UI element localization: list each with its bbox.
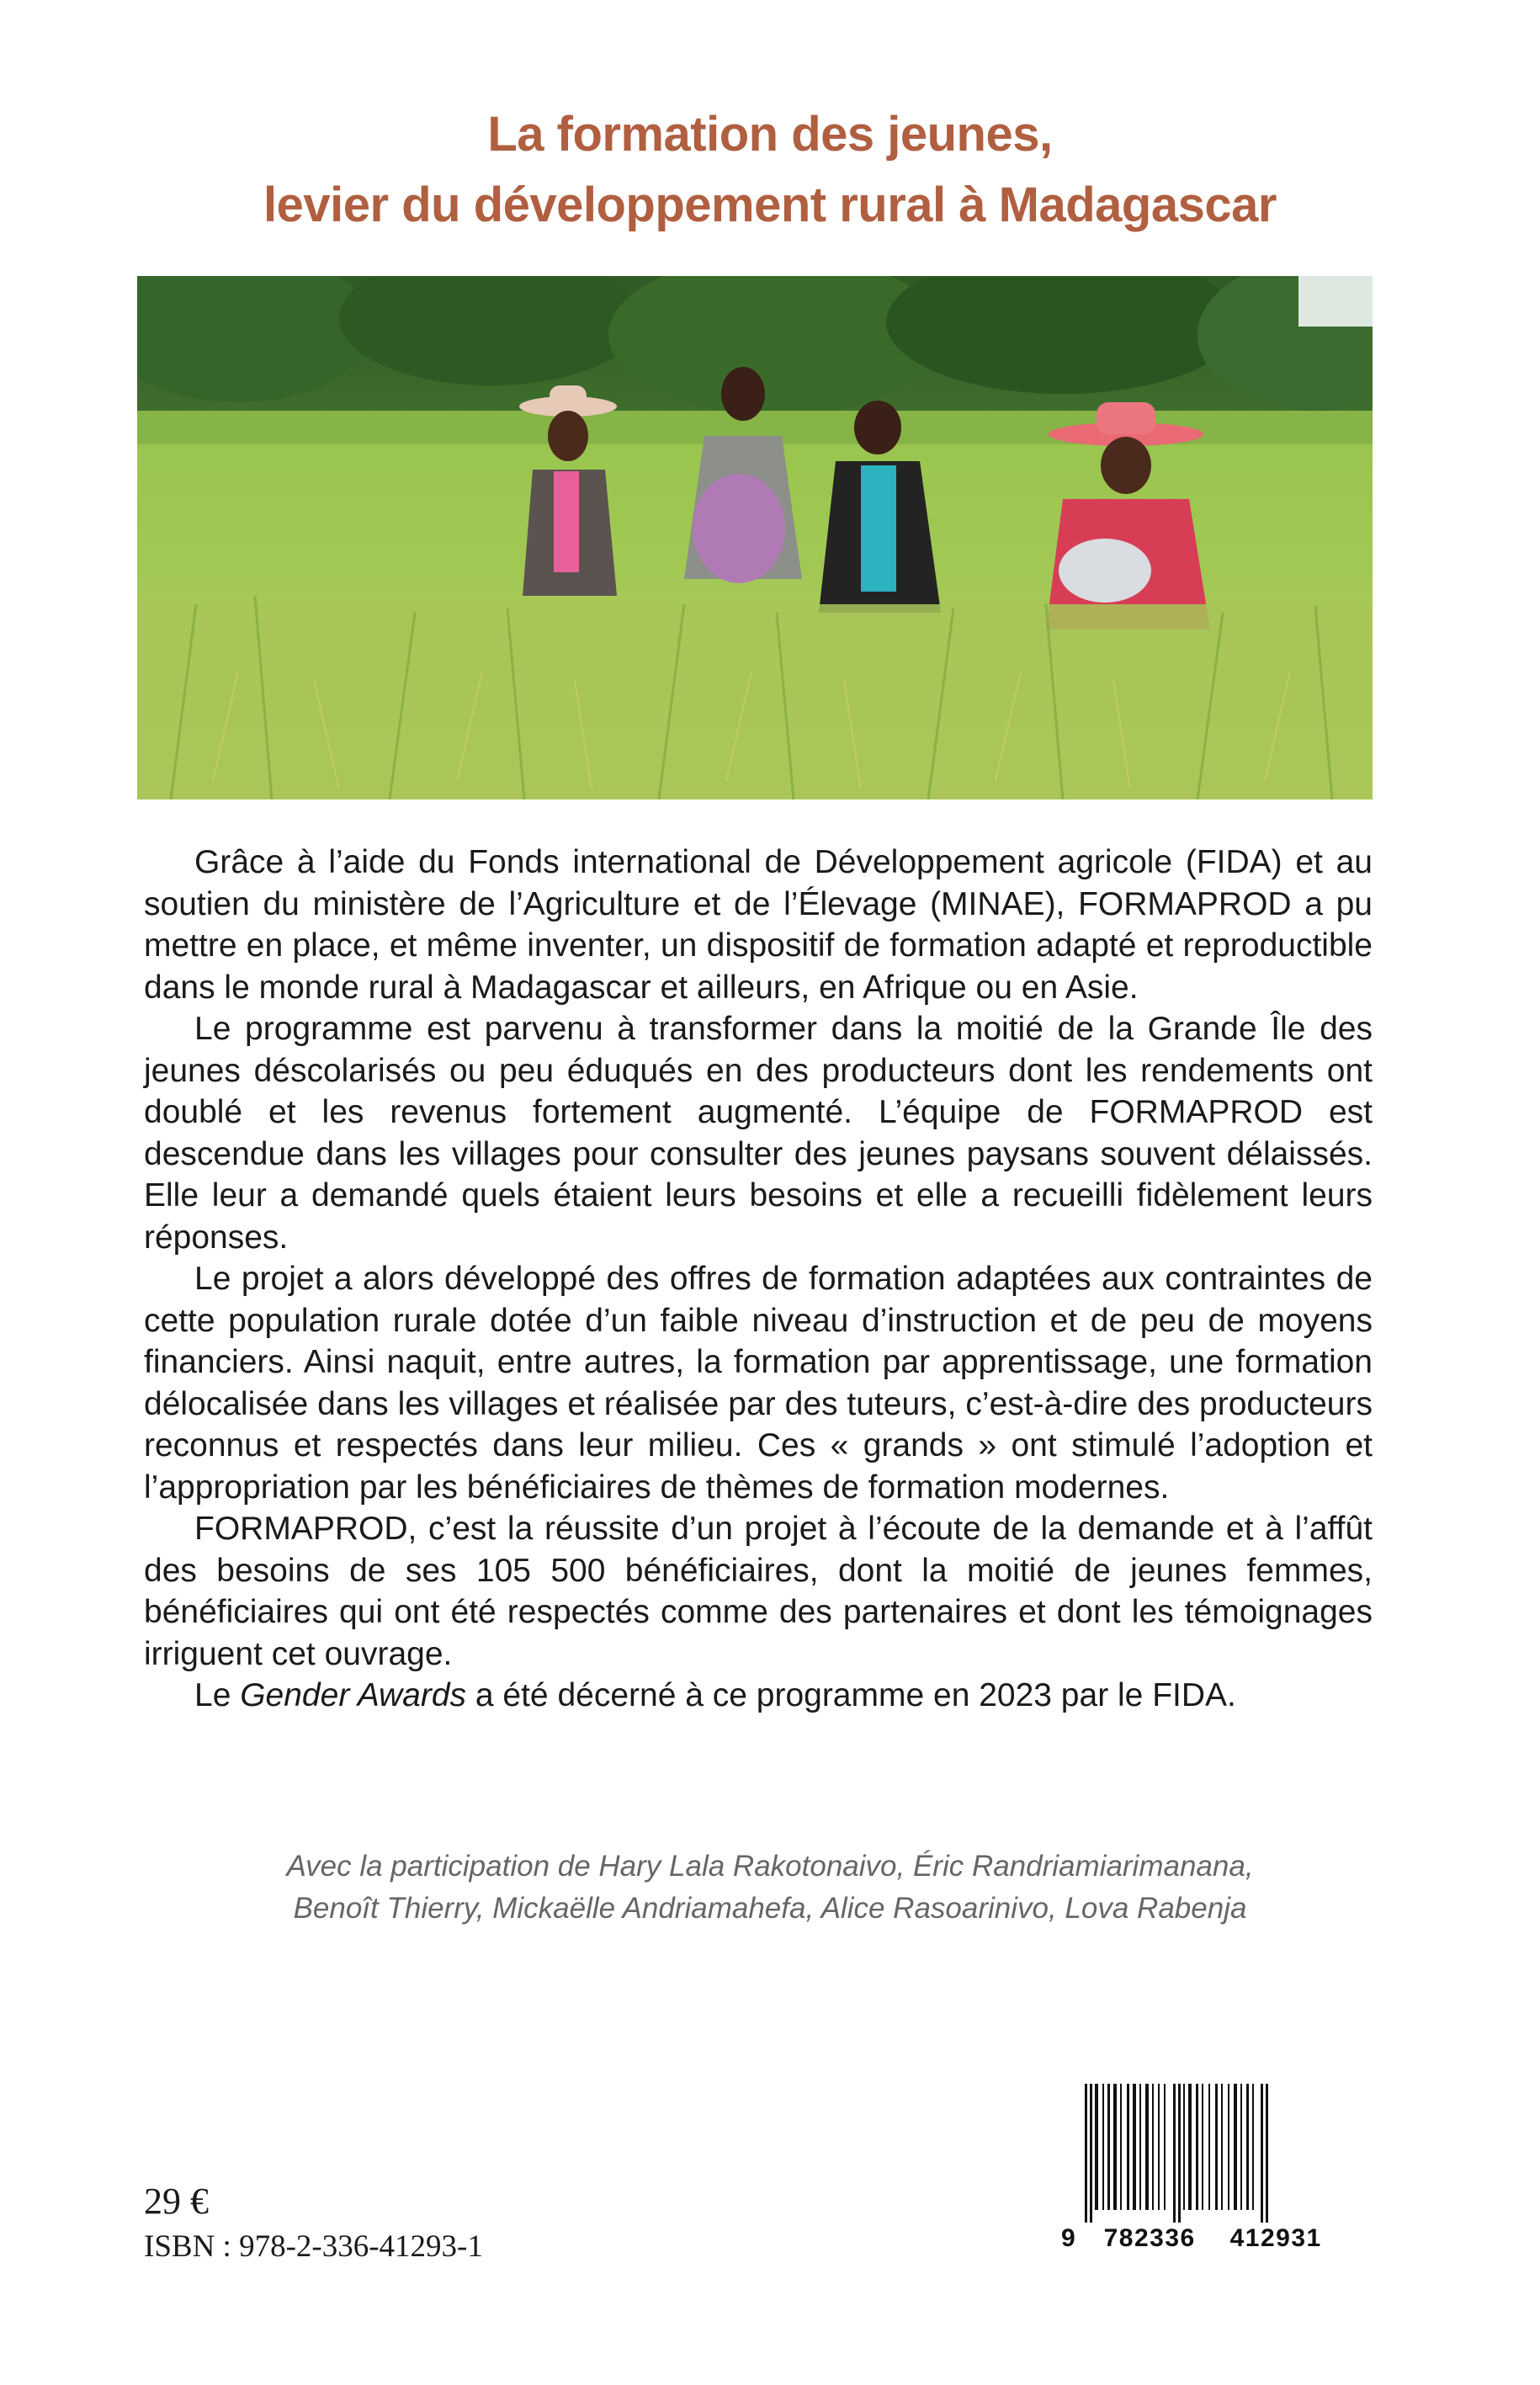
barcode-bar <box>1113 2084 1117 2210</box>
summary-paragraph-4: FORMAPROD, c’est la réussite d’un projet à l’écoute de la demande et à l’affût des besoins de ses 105 500 bénéficiaires, dont la moitié de jeunes femmes, bénéficiaires qui ont été respectés comme des partenaires et dont les témoignages irriguent cet ouvrage. <box>144 1511 1373 1672</box>
barcode-bars <box>1061 2084 1361 2223</box>
award-name: Gender Awards <box>240 1677 467 1713</box>
barcode-bar <box>1196 2084 1198 2210</box>
barcode-bar <box>1158 2084 1160 2210</box>
barcode-group-2: 412931 <box>1229 2224 1322 2252</box>
summary-paragraph-5 <box>144 1675 1373 1717</box>
barcode-bar <box>1085 2084 1087 2223</box>
barcode-bar <box>1188 2084 1192 2210</box>
barcode-bar <box>1139 2084 1141 2210</box>
barcode-bar <box>1228 2084 1229 2210</box>
cover-photo <box>137 276 1373 799</box>
barcode-bar <box>1120 2084 1122 2210</box>
barcode-bar <box>1152 2084 1154 2210</box>
back-cover-summary <box>144 842 1373 1717</box>
barcode-bar <box>1202 2084 1203 2210</box>
barcode-bar <box>1145 2084 1149 2210</box>
title-line-2: levier du développement rural à Madagascar <box>263 178 1277 232</box>
barcode-bar <box>1240 2084 1242 2210</box>
contributors <box>0 1846 1540 1930</box>
barcode-group-1: 782336 <box>1103 2224 1196 2252</box>
cover-title <box>0 99 1540 241</box>
barcode-bar <box>1095 2084 1098 2210</box>
price: 29 € <box>144 2180 209 2222</box>
barcode-bar <box>1164 2084 1166 2210</box>
barcode-bar <box>1173 2084 1176 2223</box>
barcode-bar <box>1221 2084 1223 2210</box>
barcode-bar <box>1252 2084 1254 2210</box>
barcode-bar <box>1178 2084 1181 2223</box>
barcode-bar <box>1183 2084 1185 2210</box>
barcode-bar <box>1208 2084 1210 2210</box>
barcode-bar <box>1102 2084 1104 2210</box>
barcode-bar <box>1133 2084 1136 2210</box>
barcode-bar <box>1246 2084 1249 2210</box>
barcode-bar <box>1090 2084 1092 2223</box>
barcode-lead-digit: 9 <box>1061 2224 1077 2252</box>
barcode-bar <box>1261 2084 1263 2223</box>
title-line-1: La formation des jeunes, <box>487 107 1053 162</box>
barcode-bar <box>1127 2084 1129 2210</box>
summary-paragraph-2: Le programme est parvenu à transformer dans la moitié de la Grande Île des jeunes déscolarisés ou peu éduqués en des producteurs dont les rendements ont doublé et les revenus fortement augmenté. L’équipe de FORMAPROD est descendue dans les villages pour consulter des jeunes paysans souvent délaissés. Elle leur a demandé quels étaient leurs besoins et elle a recueilli fidèlement leurs réponses. <box>144 1011 1373 1256</box>
isbn: ISBN : 978-2-336-41293-1 <box>144 2229 483 2264</box>
barcode-bar <box>1107 2084 1110 2210</box>
barcode-bar <box>1215 2084 1218 2210</box>
barcode-number <box>1061 2224 1361 2253</box>
contributors-line-2: Benoît Thierry, Mickaëlle Andriamahefa, Alice Rasoarinivo, Lova Rabenja <box>293 1892 1247 1925</box>
barcode-bar <box>1266 2084 1268 2223</box>
summary-paragraph-1: Grâce à l’aide du Fonds international de Développement agricole (FIDA) et au soutien du ministère de l’Agriculture et de l’Élevage (MINAE), FORMAPROD a pu mettre en place, et même inventer, un dispositif de formation adapté et reproductible dans le monde rural à Madagascar et ailleurs, en Afrique ou en Asie. <box>144 844 1373 1006</box>
award-suffix: a été décerné à ce programme en 2023 par le FIDA. <box>466 1677 1236 1713</box>
person-4 <box>1046 402 1210 629</box>
rice-field-photo <box>137 276 1373 799</box>
contributors-line-1: Avec la participation de Hary Lala Rakotonaivo, Éric Randriamiarimanana, <box>286 1850 1254 1883</box>
award-prefix: Le <box>194 1677 241 1713</box>
summary-paragraph-3: Le projet a alors développé des offres de formation adaptées aux contraintes de cette population rurale dotée d’un faible niveau d’instruction et de peu de moyens financiers. Ainsi naquit, entre autres, la formation par apprentissage, une formation délocalisée dans les villages et réalisée par des tuteurs, c’est-à-dire des producteurs reconnus et respectés dans leur milieu. Ces « grands » ont stimulé l’adoption et l’appropriation par les bénéficiaires de thèmes de formation modernes. <box>144 1261 1373 1506</box>
barcode-bar <box>1234 2084 1237 2210</box>
